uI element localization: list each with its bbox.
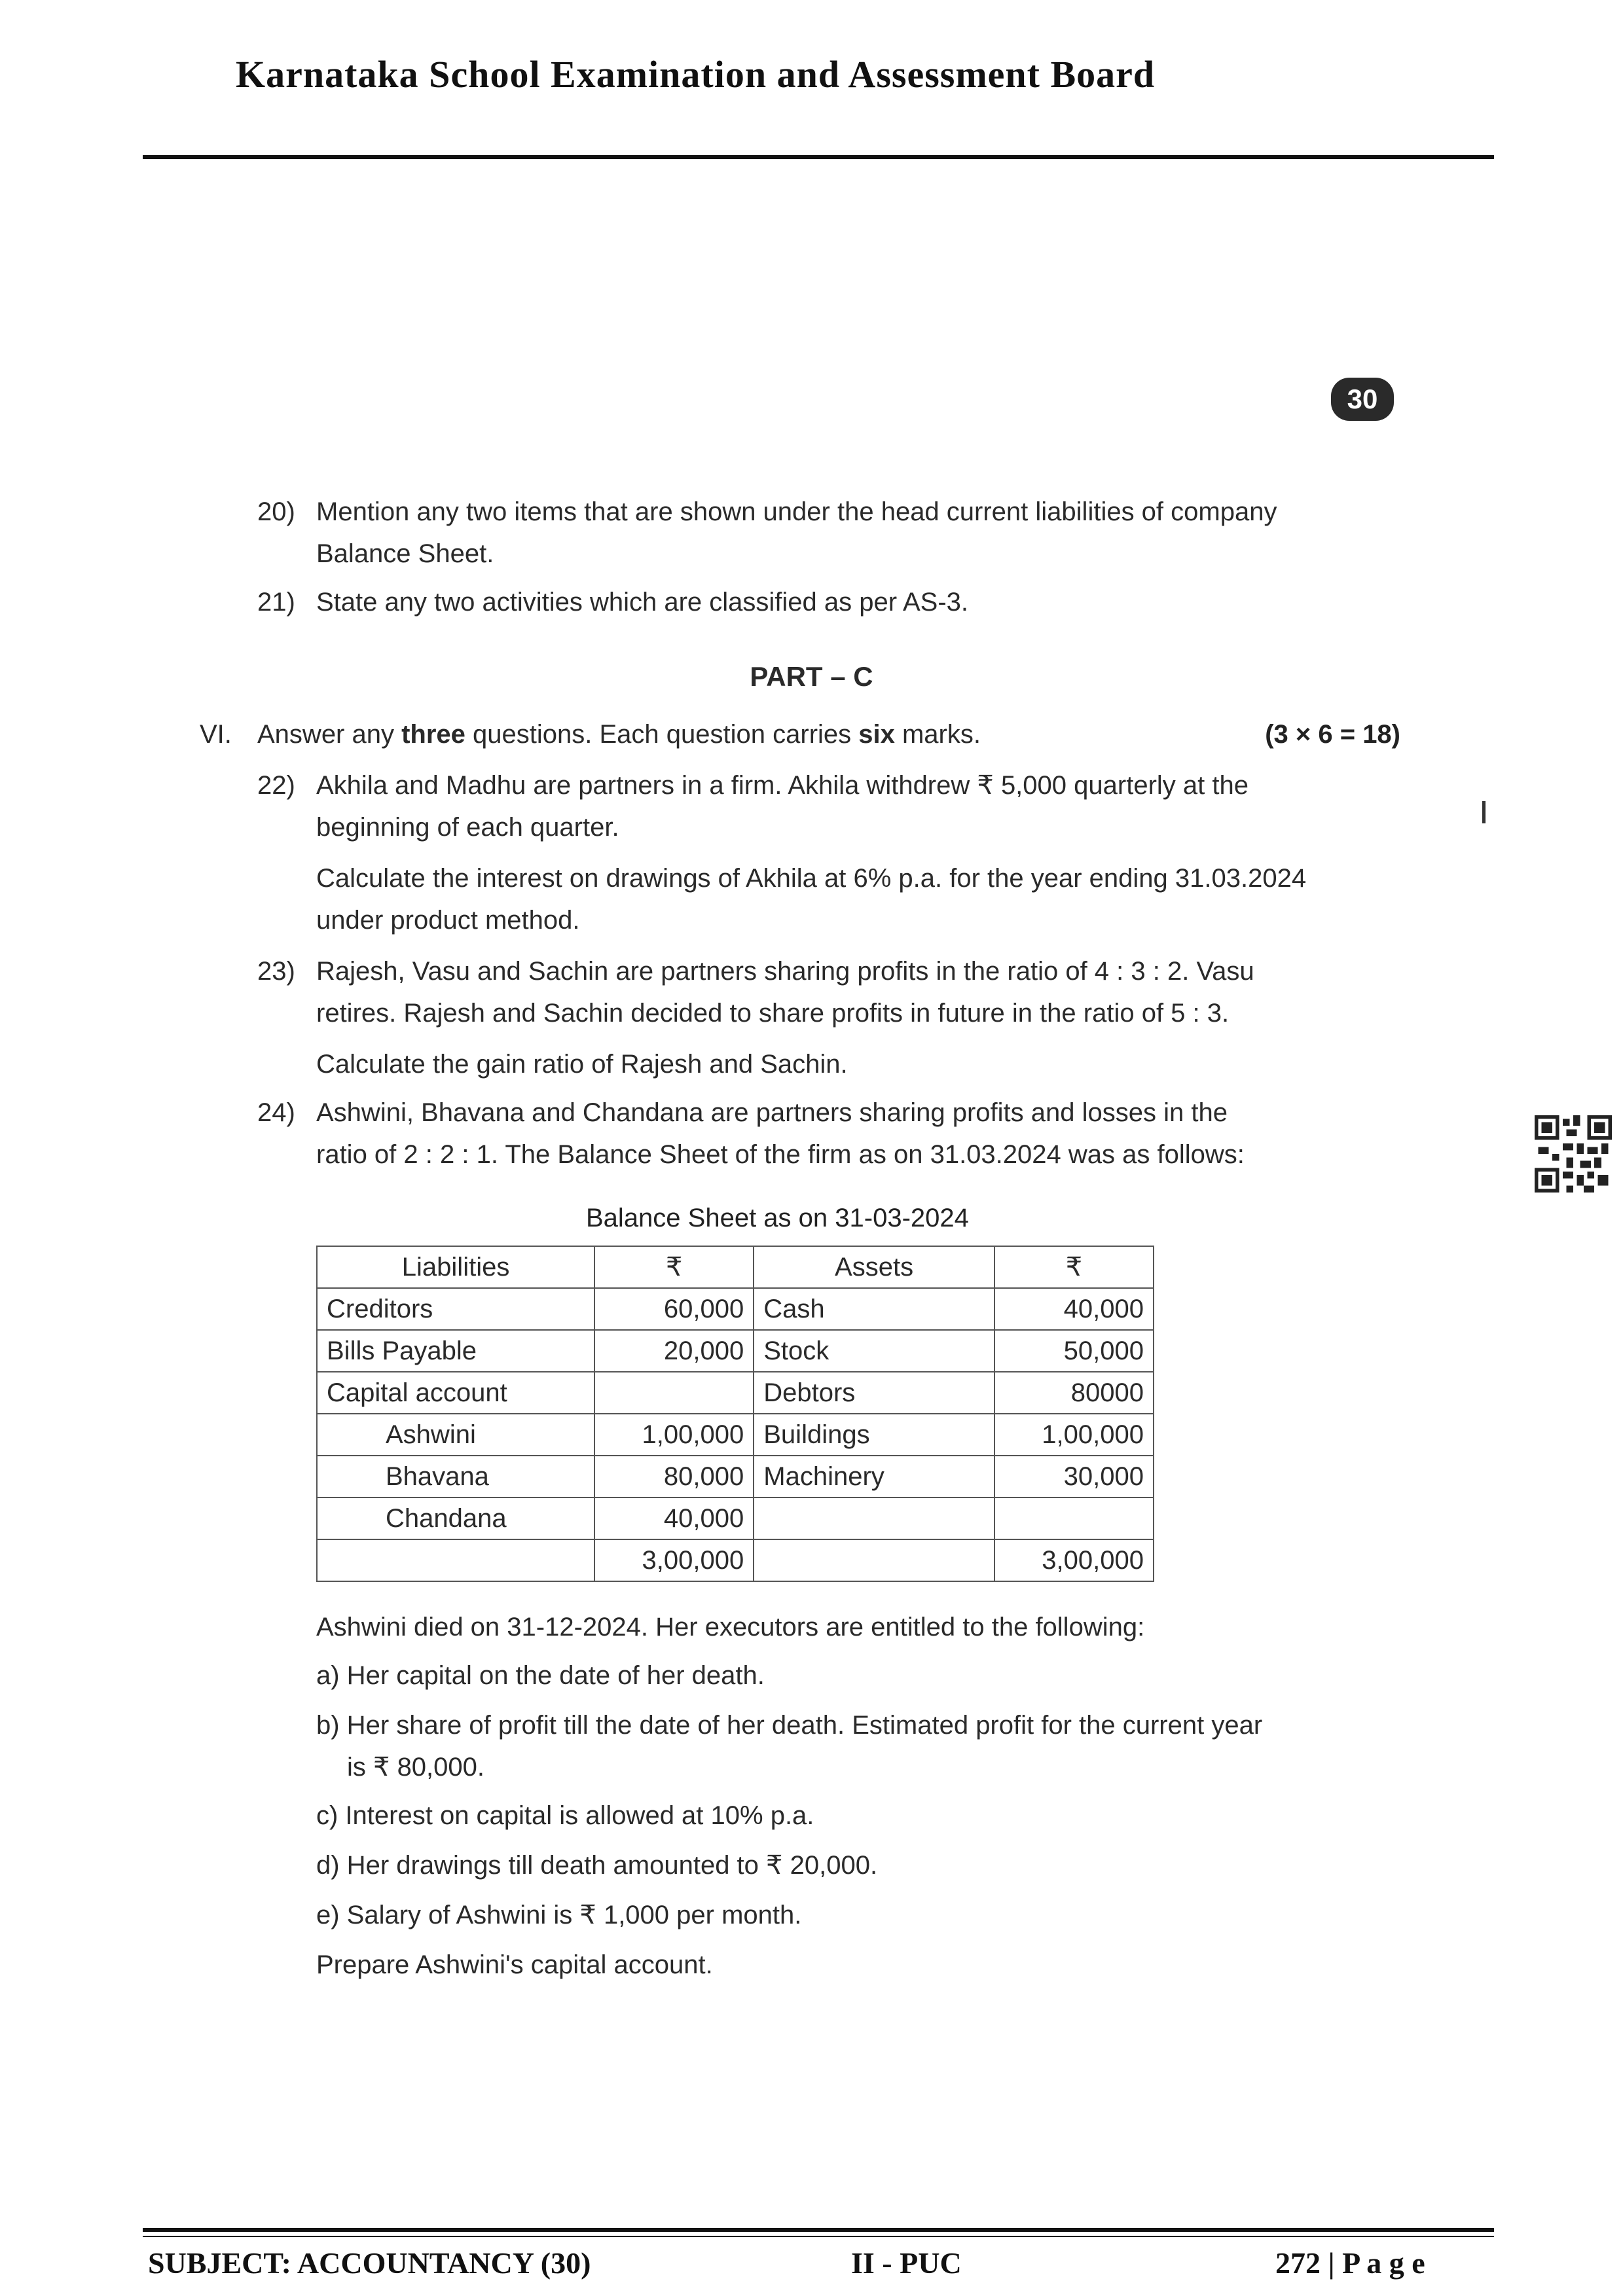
cell-liability: Bhavana	[317, 1456, 594, 1498]
table-row	[317, 1456, 1154, 1498]
cell-asset: Machinery	[754, 1456, 994, 1498]
cell-liability-amount: 40,000	[594, 1498, 754, 1539]
footer-divider-thin	[143, 2236, 1494, 2237]
question-22-number: 22)	[257, 771, 295, 800]
cell-asset	[754, 1539, 994, 1581]
question-24-line-2: ratio of 2 : 2 : 1. The Balance Sheet of the firm as on 31.03.2024 was as follows:	[316, 1140, 1245, 1169]
question-24-after-line-2: a) Her capital on the date of her death.	[316, 1661, 765, 1690]
balance-sheet-table	[316, 1246, 1154, 1582]
question-22-line-3: Calculate the interest on drawings of Akhila at 6% p.a. for the year ending 31.03.2024	[316, 864, 1307, 893]
cell-asset: Cash	[754, 1288, 994, 1330]
question-23-line-3: Calculate the gain ratio of Rajesh and Sachin.	[316, 1050, 848, 1079]
part-heading: PART – C	[750, 661, 873, 692]
header-assets-amount: ₹	[994, 1246, 1154, 1288]
question-24-number: 24)	[257, 1098, 295, 1127]
question-21-number: 21)	[257, 588, 295, 617]
question-23-line-1: Rajesh, Vasu and Sachin are partners sharing profits in the ratio of 4 : 3 : 2. Vasu	[316, 957, 1254, 986]
question-24-after-line-1: Ashwini died on 31-12-2024. Her executors are entitled to the following:	[316, 1613, 1145, 1641]
footer-subject: SUBJECT: ACCOUNTANCY (30)	[148, 2246, 591, 2280]
footer-level: II - PUC	[851, 2246, 962, 2280]
question-21-line-1: State any two activities which are classified as per AS-3.	[316, 588, 969, 617]
cell-liability-amount	[594, 1372, 754, 1414]
qr-code-icon	[1535, 1115, 1612, 1193]
question-22-line-4: under product method.	[316, 906, 580, 935]
table-row	[317, 1372, 1154, 1414]
question-24-after-line-4: is ₹ 80,000.	[347, 1753, 485, 1782]
cell-asset: Stock	[754, 1330, 994, 1372]
header-divider	[143, 155, 1494, 159]
table-row	[317, 1330, 1154, 1372]
table-caption: Balance Sheet as on 31-03-2024	[586, 1204, 969, 1232]
cell-liability-amount: 20,000	[594, 1330, 754, 1372]
cell-liability	[317, 1539, 594, 1581]
question-24-after-line-6: d) Her drawings till death amounted to ₹ 20,000.	[316, 1851, 878, 1880]
cell-asset-amount: 30,000	[994, 1456, 1154, 1498]
question-24-after-line-8: Prepare Ashwini's capital account.	[316, 1950, 713, 1979]
question-24-line-1: Ashwini, Bhavana and Chandana are partners sharing profits and losses in the	[316, 1098, 1228, 1127]
footer-divider	[143, 2228, 1494, 2232]
question-22-line-1: Akhila and Madhu are partners in a firm. Akhila withdrew ₹ 5,000 quarterly at the	[316, 771, 1249, 800]
cell-liability: Chandana	[317, 1498, 594, 1539]
cell-asset-amount: 1,00,000	[994, 1414, 1154, 1456]
cell-liability: Capital account	[317, 1372, 594, 1414]
cell-asset-amount: 40,000	[994, 1288, 1154, 1330]
section-number: VI.	[200, 720, 232, 749]
section-instruction: Answer any three questions. Each question carries six marks.	[257, 720, 981, 749]
question-24-after-line-3: b) Her share of profit till the date of her death. Estimated profit for the current year	[316, 1711, 1263, 1740]
cell-liability-amount: 1,00,000	[594, 1414, 754, 1456]
table-header-row	[317, 1246, 1154, 1288]
cell-liability: Ashwini	[317, 1414, 594, 1456]
question-24-after-line-7: e) Salary of Ashwini is ₹ 1,000 per month.	[316, 1901, 802, 1929]
question-20-line-2: Balance Sheet.	[316, 539, 494, 568]
header-assets: Assets	[754, 1246, 994, 1288]
table-total-row	[317, 1539, 1154, 1581]
table-row	[317, 1414, 1154, 1456]
question-23-line-2: retires. Rajesh and Sachin decided to share profits in future in the ratio of 5 : 3.	[316, 999, 1230, 1028]
cell-asset-amount: 80000	[994, 1372, 1154, 1414]
header-liabilities: Liabilities	[317, 1246, 594, 1288]
cell-asset	[754, 1498, 994, 1539]
page-number-badge: 30	[1331, 378, 1394, 421]
cell-asset-amount	[994, 1498, 1154, 1539]
cell-asset: Buildings	[754, 1414, 994, 1456]
question-20-number: 20)	[257, 497, 295, 526]
cell-liability-total: 3,00,000	[594, 1539, 754, 1581]
cell-asset: Debtors	[754, 1372, 994, 1414]
question-23-number: 23)	[257, 957, 295, 986]
cell-liability-amount: 60,000	[594, 1288, 754, 1330]
footer-page-number: 272 | P a g e	[1275, 2246, 1425, 2280]
header-liabilities-amount: ₹	[594, 1246, 754, 1288]
cell-liability: Bills Payable	[317, 1330, 594, 1372]
board-title: Karnataka School Examination and Assessment Board	[236, 53, 1156, 96]
cell-asset-total: 3,00,000	[994, 1539, 1154, 1581]
cell-asset-amount: 50,000	[994, 1330, 1154, 1372]
table-row	[317, 1288, 1154, 1330]
question-22-line-2: beginning of each quarter.	[316, 813, 619, 842]
question-24-after-line-5: c) Interest on capital is allowed at 10% p.a.	[316, 1801, 814, 1830]
cell-liability-amount: 80,000	[594, 1456, 754, 1498]
table-row	[317, 1498, 1154, 1539]
section-marks: (3 × 6 = 18)	[1265, 720, 1400, 749]
margin-mark	[1482, 801, 1486, 823]
question-20-line-1: Mention any two items that are shown under the head current liabilities of company	[316, 497, 1277, 526]
cell-liability: Creditors	[317, 1288, 594, 1330]
